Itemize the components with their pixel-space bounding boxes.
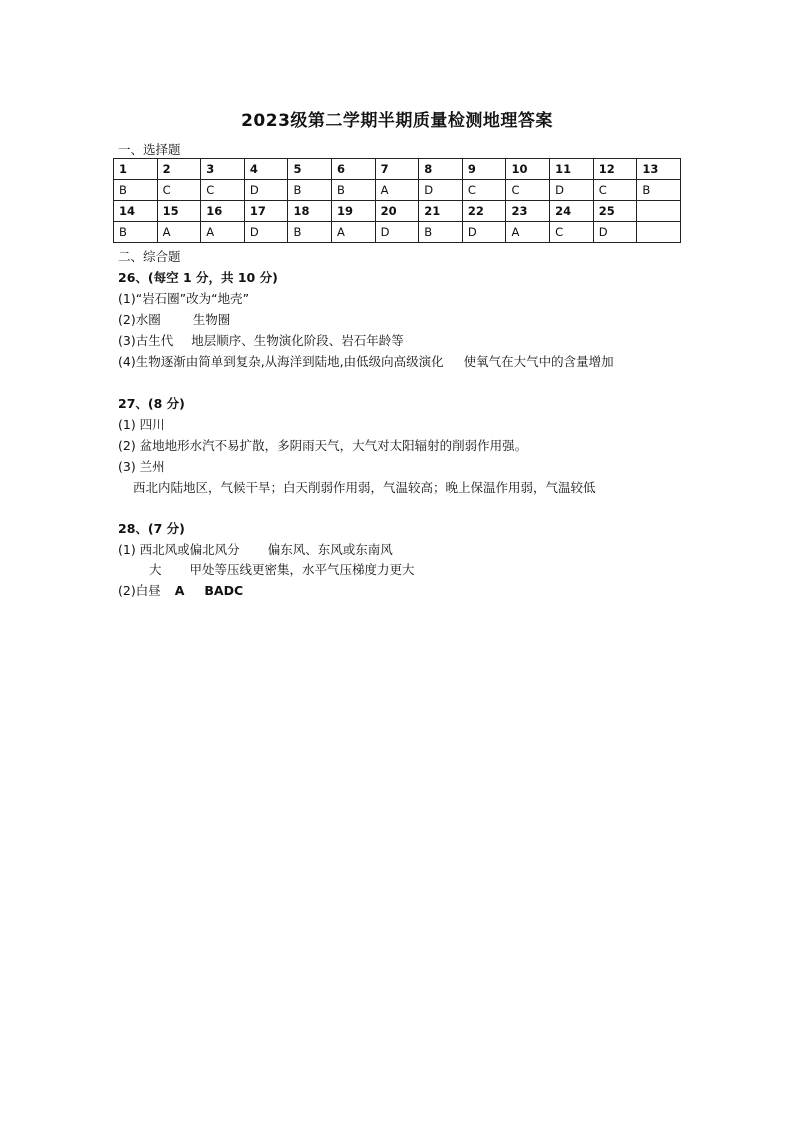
question-number-row: [114, 159, 681, 180]
question-number-cell: 20: [375, 201, 419, 222]
answer-letter-cell: B: [419, 222, 463, 243]
answer-letter-cell: D: [244, 222, 288, 243]
question-number-cell: 1: [114, 159, 158, 180]
answer-letter-cell: [637, 222, 681, 243]
question-number-cell: 25: [593, 201, 637, 222]
question-number-cell: [637, 201, 681, 222]
q27-header-text: 27、(8 分): [118, 396, 185, 411]
q26-answer-3-part-2: 地层顺序、生物演化阶段、岩石年龄等: [191, 333, 404, 348]
question-number-cell: 8: [419, 159, 463, 180]
q27-header: [118, 394, 185, 412]
question-number-cell: 15: [157, 201, 201, 222]
question-number-cell: 11: [550, 159, 594, 180]
question-number-cell: 17: [244, 201, 288, 222]
question-number-cell: 10: [506, 159, 550, 180]
answer-letter-cell: D: [244, 180, 288, 201]
answer-letter-cell: B: [288, 180, 332, 201]
question-number-cell: 19: [332, 201, 376, 222]
q26-answer-2-part-1: (2)水圈: [118, 312, 161, 327]
question-number-cell: 18: [288, 201, 332, 222]
question-number-cell: 21: [419, 201, 463, 222]
answer-letter-cell: B: [114, 222, 158, 243]
q26-answer-4-part-1: (4)生物逐渐由简单到复杂,从海洋到陆地,由低级向高级演化: [118, 354, 444, 369]
q28-answer-1b: [149, 560, 415, 578]
answer-letter-cell: D: [550, 180, 594, 201]
answer-letter-cell: A: [506, 222, 550, 243]
q26-answer-4-part-2: 使氧气在大气中的含量增加: [463, 354, 614, 369]
q28-answer-2-part-1: (2)白昼: [118, 583, 161, 598]
answer-letter-cell: C: [593, 180, 637, 201]
answer-letter-cell: A: [375, 180, 419, 201]
answer-letter-cell: B: [288, 222, 332, 243]
question-number-cell: 3: [201, 159, 245, 180]
answer-letter-cell: B: [332, 180, 376, 201]
answer-letter-cell: A: [157, 222, 201, 243]
q26-answer-3-part-1: (3)古生代: [118, 333, 174, 348]
q28-answer-1: [118, 540, 393, 558]
section-heading-comprehensive: 二、综合题: [118, 249, 181, 264]
question-number-cell: 24: [550, 201, 594, 222]
question-number-cell: 2: [157, 159, 201, 180]
answer-letter-cell: C: [462, 180, 506, 201]
choice-answer-table: [113, 158, 681, 243]
answer-letter-cell: D: [593, 222, 637, 243]
answer-letter-row: [114, 222, 681, 243]
q28-answer-1b-part-2: 甲处等压线更密集，水平气压梯度力更大: [189, 562, 415, 577]
q28-answer-1-part-1: (1) 西北风或偏北风分: [118, 542, 240, 557]
answer-letter-cell: C: [157, 180, 201, 201]
answer-letter-cell: C: [506, 180, 550, 201]
answer-letter-row: [114, 180, 681, 201]
question-number-row: [114, 201, 681, 222]
question-number-cell: 22: [462, 201, 506, 222]
q26-answer-2: [118, 310, 230, 328]
question-number-cell: 16: [201, 201, 245, 222]
question-number-cell: 7: [375, 159, 419, 180]
q27-answer-3-detail: 西北内陆地区，气候干旱；白天削弱作用弱，气温较高；晚上保温作用弱，气温较低: [133, 480, 596, 495]
answer-letter-cell: C: [201, 180, 245, 201]
q26-answer-1: (1)“岩石圈”改为“地壳”: [118, 291, 250, 306]
q28-answer-2-part-3: BADC: [204, 583, 244, 598]
question-number-cell: 9: [462, 159, 506, 180]
answer-letter-cell: A: [332, 222, 376, 243]
q28-answer-1-part-2: 偏东风、东风或东南风: [267, 542, 393, 557]
question-number-cell: 12: [593, 159, 637, 180]
answer-letter-cell: D: [462, 222, 506, 243]
question-number-cell: 4: [244, 159, 288, 180]
q27-answer-3: (3) 兰州: [118, 459, 165, 474]
question-number-cell: 13: [637, 159, 681, 180]
q28-answer-1b-part-1: 大: [149, 562, 162, 577]
section-heading-choice: 一、选择题: [118, 142, 181, 157]
answer-letter-cell: D: [375, 222, 419, 243]
question-number-cell: 6: [332, 159, 376, 180]
q27-answer-2: (2) 盆地地形水汽不易扩散，多阴雨天气，大气对太阳辐射的削弱作用强。: [118, 438, 528, 453]
q26-answer-2-part-2: 生物圈: [192, 312, 231, 327]
q28-header-text: 28、(7 分): [118, 521, 185, 536]
question-number-cell: 23: [506, 201, 550, 222]
q26-answer-3: [118, 331, 404, 349]
q28-header: [118, 519, 185, 537]
q26-header: [118, 268, 278, 286]
answer-letter-cell: B: [637, 180, 681, 201]
q27-answer-1: (1) 四川: [118, 417, 165, 432]
question-number-cell: 14: [114, 201, 158, 222]
q26-header-text: 26、(每空 1 分，共 10 分): [118, 270, 278, 285]
q26-answer-4: [118, 352, 614, 370]
answer-letter-cell: B: [114, 180, 158, 201]
answer-letter-cell: D: [419, 180, 463, 201]
question-number-cell: 5: [288, 159, 332, 180]
q28-answer-2-part-2: A: [174, 583, 185, 598]
q28-answer-2: [118, 581, 243, 599]
page-title: 2023级第二学期半期质量检测地理答案: [241, 111, 553, 131]
answer-letter-cell: A: [201, 222, 245, 243]
answer-letter-cell: C: [550, 222, 594, 243]
